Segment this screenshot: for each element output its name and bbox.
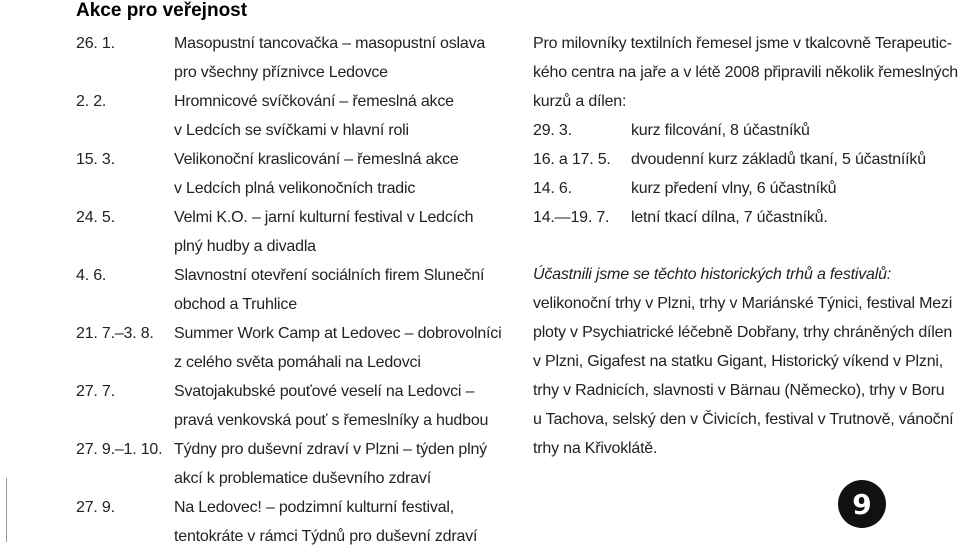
- event-date: 24. 5.: [76, 209, 115, 226]
- event-text: pro všechny příznivce Ledovce: [174, 64, 388, 81]
- event-item: [76, 145, 516, 203]
- event-date: 27. 7.: [76, 383, 115, 400]
- event-text: Týdny pro duševní zdraví v Plzni – týden plný: [174, 441, 487, 458]
- course-item: [533, 116, 960, 145]
- markets-text: trhy v Radnicích, slavnosti v Bärnau (Německo), trhy v Boru: [533, 382, 945, 399]
- course-item: [533, 174, 960, 203]
- markets-text: u Tachova, selský den v Čivicích, festival v Trutnově, vánoční: [533, 411, 954, 428]
- course-date: 29. 3.: [533, 122, 572, 139]
- event-date: 2. 2.: [76, 93, 107, 110]
- event-date: 26. 1.: [76, 35, 115, 52]
- markets-text: v Plzni, Gigafest na statku Gigant, Historický víkend v Plzni,: [533, 353, 943, 370]
- course-date: 14. 6.: [533, 180, 572, 197]
- event-text: z celého světa pomáhali na Ledovci: [174, 354, 421, 371]
- event-text: obchod a Truhlice: [174, 296, 297, 313]
- event-item: [76, 319, 516, 377]
- events-list: [76, 29, 516, 551]
- course-text: kurz filcování, 8 účastníků: [631, 122, 810, 139]
- course-item: [533, 203, 960, 232]
- course-text: letní tkací dílna, 7 účastníků.: [631, 209, 828, 226]
- event-text: Svatojakubské pouťové veselí na Ledovci –: [174, 383, 475, 400]
- event-text: v Ledcích plná velikonočních tradic: [174, 180, 416, 197]
- event-date: 27. 9.: [76, 499, 115, 516]
- event-text: Masopustní tancovačka – masopustní oslava: [174, 35, 486, 52]
- event-item: [76, 29, 516, 87]
- event-text: Hromnicové svíčkování – řemeslná akce: [174, 93, 454, 110]
- markets-text: ploty v Psychiatrické léčebně Dobřany, trhy chráněných dílen: [533, 324, 953, 341]
- event-text: tentokráte v rámci Týdnů pro duševní zdraví: [174, 528, 478, 545]
- event-item: [76, 377, 516, 435]
- page-number: 9: [838, 480, 886, 528]
- event-item: [76, 493, 516, 551]
- course-item: [533, 145, 960, 174]
- event-item: [76, 203, 516, 261]
- event-text: pravá venkovská pouť s řemeslníky a hudbou: [174, 412, 489, 429]
- course-text: dvoudenní kurz základů tkaní, 5 účastnííků: [631, 151, 926, 168]
- event-item: [76, 261, 516, 319]
- event-text: akcí k problematice duševního zdraví: [174, 470, 431, 487]
- intro-text: Pro milovníky textilních řemesel jsme v tkalcovně Terapeutic-: [533, 35, 952, 52]
- event-text: Velikonoční kraslicování – řemeslná akce: [174, 151, 459, 168]
- markets-heading: Účastnili jsme se těchto historických trhů a festivalů:: [533, 266, 892, 283]
- course-date: 16. a 17. 5.: [533, 151, 611, 168]
- intro-text: kurzů a dílen:: [533, 93, 627, 110]
- markets-text: trhy na Křivoklátě.: [533, 440, 658, 457]
- event-item: [76, 435, 516, 493]
- event-text: Summer Work Camp at Ledovec – dobrovolníci: [174, 325, 502, 342]
- event-item: [76, 87, 516, 145]
- course-text: kurz předení vlny, 6 účastníků: [631, 180, 837, 197]
- event-date: 4. 6.: [76, 267, 107, 284]
- event-text: v Ledcích se svíčkami v hlavní roli: [174, 122, 409, 139]
- event-date: 21. 7.–3. 8.: [76, 325, 154, 342]
- textile-section: [533, 29, 960, 463]
- event-date: 27. 9.–1. 10.: [76, 441, 163, 458]
- course-date: 14.—19. 7.: [533, 209, 610, 226]
- margin-rule: [6, 478, 7, 542]
- event-text: Velmi K.O. – jarní kulturní festival v Ledcích: [174, 209, 474, 226]
- event-text: plný hudby a divadla: [174, 238, 316, 255]
- intro-text: kého centra na jaře a v létě 2008 připravili několik řemeslných: [533, 64, 958, 81]
- markets-text: velikonoční trhy v Plzni, trhy v Mariánské Týnici, festival Mezi: [533, 295, 953, 312]
- section-heading: Akce pro veřejnost: [76, 0, 248, 21]
- event-date: 15. 3.: [76, 151, 115, 168]
- event-text: Slavnostní otevření sociálních firem Sluneční: [174, 267, 485, 284]
- event-text: Na Ledovec! – podzimní kulturní festival,: [174, 499, 454, 516]
